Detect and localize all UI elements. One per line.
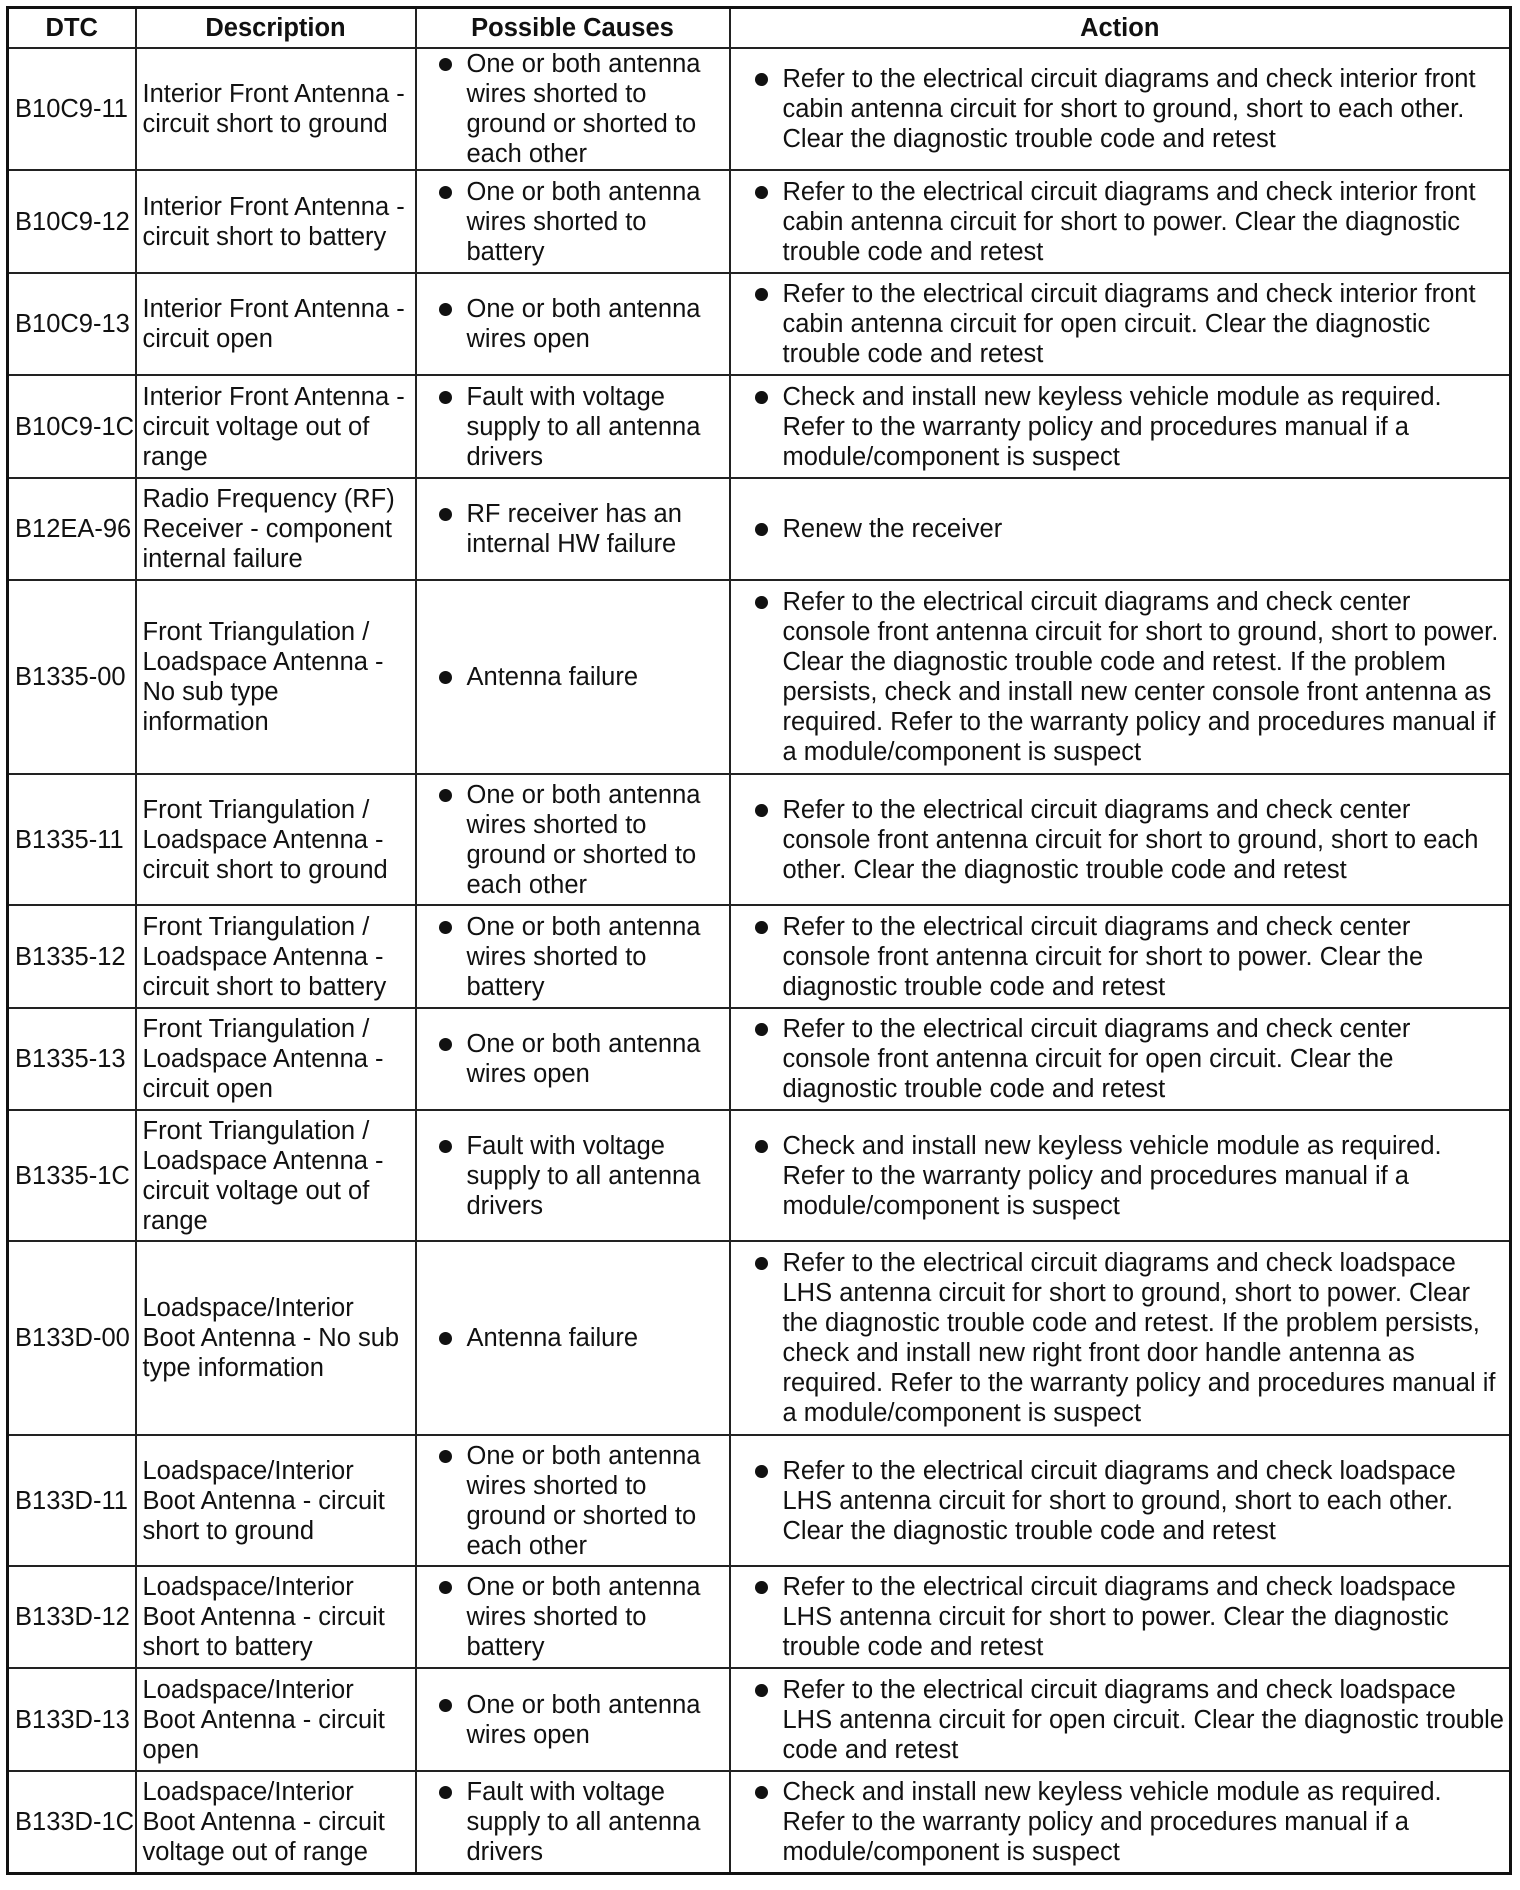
action-cell [730, 1771, 1511, 1873]
action-text: Refer to the electrical circuit diagrams and check loadspace LHS antenna circuit for open circuit. Clear the diagnostic trouble code and retest [782, 1675, 1504, 1764]
action-item [737, 279, 1506, 369]
action-item [737, 1572, 1506, 1662]
description-cell: Interior Front Antenna - circuit short to ground [136, 48, 416, 170]
bullet-icon [755, 1684, 768, 1697]
bullet-icon [755, 1465, 768, 1478]
action-cell [730, 774, 1511, 905]
description-cell: Loadspace/Interior Boot Antenna - No sub type information [136, 1241, 416, 1435]
bullet-icon [755, 391, 768, 404]
dtc-code: B10C9-11 [8, 48, 136, 170]
description-cell: Loadspace/Interior Boot Antenna - circuit short to battery [136, 1566, 416, 1668]
bullet-icon [439, 1699, 452, 1712]
action-text: Refer to the electrical circuit diagrams and check center console front antenna circuit for open circuit. Clear the diagnostic trouble code and retest [782, 1015, 1411, 1103]
action-item [737, 1456, 1506, 1546]
bullet-icon [755, 1786, 768, 1799]
action-cell [730, 1008, 1511, 1110]
action-text: Refer to the electrical circuit diagrams and check center console front antenna circuit for short to ground, short to power. Clear the diagnostic trouble code and retest. If the problem persists, check and install new center console front antenna as required. Refer to the warranty policy and procedures manual if a module/component is suspect [782, 588, 1499, 766]
bullet-icon [439, 921, 452, 934]
dtc-code: B10C9-12 [8, 170, 136, 273]
table-header [8, 8, 1511, 49]
dtc-code: B133D-00 [8, 1241, 136, 1435]
description-cell: Radio Frequency (RF) Receiver - component internal failure [136, 478, 416, 580]
cause-text: One or both antenna wires shorted to battery [466, 177, 701, 266]
header-dtc: DTC [8, 8, 136, 49]
action-text: Refer to the electrical circuit diagrams and check interior front cabin antenna circuit for short to ground, short to each other. Clear the diagnostic trouble code and retest [782, 65, 1476, 153]
table-row [8, 1566, 1511, 1668]
cause-item [423, 1323, 725, 1353]
cause-item [423, 1777, 725, 1867]
action-text: Refer to the electrical circuit diagrams and check interior front cabin antenna circuit for open circuit. Clear the diagnostic trouble code and retest [782, 280, 1476, 368]
cause-item [423, 1572, 725, 1662]
description-cell: Front Triangulation / Loadspace Antenna - circuit open [136, 1008, 416, 1110]
bullet-icon [439, 58, 452, 71]
action-item [737, 64, 1506, 154]
table-row [8, 273, 1511, 375]
cause-text: Antenna failure [466, 1324, 639, 1352]
action-item [737, 1777, 1506, 1867]
action-cell [730, 1668, 1511, 1771]
action-item [737, 514, 1506, 544]
cause-item [423, 382, 725, 472]
header-row [8, 8, 1511, 49]
possible-cause-cell [416, 478, 730, 580]
dtc-code: B133D-13 [8, 1668, 136, 1771]
possible-cause-cell [416, 580, 730, 774]
dtc-code: B133D-1C [8, 1771, 136, 1873]
table-row [8, 580, 1511, 774]
action-item [737, 1014, 1506, 1104]
cause-text: RF receiver has an internal HW failure [466, 500, 682, 558]
cause-item [423, 294, 725, 354]
action-cell [730, 580, 1511, 774]
action-cell [730, 1566, 1511, 1668]
bullet-icon [439, 1332, 452, 1345]
header-description: Description [136, 8, 416, 49]
cause-item [423, 1029, 725, 1089]
bullet-icon [755, 1140, 768, 1153]
possible-cause-cell [416, 375, 730, 478]
possible-cause-cell [416, 774, 730, 905]
table-row [8, 375, 1511, 478]
cause-text: Antenna failure [466, 663, 639, 691]
cause-item [423, 1441, 725, 1561]
action-text: Refer to the electrical circuit diagrams and check loadspace LHS antenna circuit for short to ground, short to power. Clear the diagnostic trouble code and retest. If the problem persists, check and install new right front door handle antenna as required. Refer to the warranty policy and procedures manual if a module/component is suspect [782, 1249, 1496, 1427]
cause-item [423, 1131, 725, 1221]
action-item [737, 587, 1506, 767]
description-cell: Loadspace/Interior Boot Antenna - circuit short to ground [136, 1435, 416, 1566]
dtc-code: B133D-11 [8, 1435, 136, 1566]
bullet-icon [755, 596, 768, 609]
possible-cause-cell [416, 273, 730, 375]
dtc-code: B1335-11 [8, 774, 136, 905]
action-text: Check and install new keyless vehicle module as required. Refer to the warranty policy and procedures manual if a module/component is suspect [782, 1777, 1442, 1866]
action-text: Refer to the electrical circuit diagrams and check center console front antenna circuit for short to ground, short to each other. Clear the diagnostic trouble code and retest [782, 795, 1479, 884]
description-cell: Front Triangulation / Loadspace Antenna - circuit short to ground [136, 774, 416, 905]
cause-text: One or both antenna wires shorted to ground or shorted to each other [466, 780, 701, 899]
possible-cause-cell [416, 1008, 730, 1110]
cause-text: Fault with voltage supply to all antenna drivers [466, 1777, 701, 1866]
possible-cause-cell [416, 905, 730, 1008]
dtc-code: B10C9-1C [8, 375, 136, 478]
action-cell [730, 48, 1511, 170]
bullet-icon [439, 789, 452, 802]
dtc-table [6, 6, 1512, 1875]
action-item [737, 795, 1506, 885]
action-item [737, 1248, 1506, 1428]
action-text: Refer to the electrical circuit diagrams and check loadspace LHS antenna circuit for short to ground, short to each other. Clear the diagnostic trouble code and retest [782, 1456, 1456, 1545]
action-item [737, 1675, 1506, 1765]
description-cell: Interior Front Antenna - circuit voltage out of range [136, 375, 416, 478]
cause-item [423, 1690, 725, 1750]
table-row [8, 1668, 1511, 1771]
bullet-icon [439, 1038, 452, 1051]
dtc-code: B133D-12 [8, 1566, 136, 1668]
action-text: Check and install new keyless vehicle module as required. Refer to the warranty policy and procedures manual if a module/component is suspect [782, 1131, 1442, 1220]
cause-text: One or both antenna wires shorted to battery [466, 912, 701, 1001]
bullet-icon [755, 1581, 768, 1594]
bullet-icon [439, 1450, 452, 1463]
bullet-icon [755, 804, 768, 817]
bullet-icon [439, 671, 452, 684]
action-text: Check and install new keyless vehicle module as required. Refer to the warranty policy and procedures manual if a module/component is suspect [782, 382, 1442, 471]
description-cell: Front Triangulation / Loadspace Antenna - circuit short to battery [136, 905, 416, 1008]
action-text: Refer to the electrical circuit diagrams and check center console front antenna circuit for short to power. Clear the diagnostic trouble code and retest [782, 912, 1424, 1001]
cause-text: One or both antenna wires shorted to ground or shorted to each other [466, 1441, 701, 1560]
cause-item [423, 177, 725, 267]
bullet-icon [755, 288, 768, 301]
dtc-code: B12EA-96 [8, 478, 136, 580]
table-row [8, 1008, 1511, 1110]
table-row [8, 478, 1511, 580]
dtc-code: B1335-13 [8, 1008, 136, 1110]
bullet-icon [439, 508, 452, 521]
action-cell [730, 273, 1511, 375]
cause-text: One or both antenna wires open [466, 295, 701, 353]
action-cell [730, 905, 1511, 1008]
table-row [8, 48, 1511, 170]
cause-item [423, 499, 725, 559]
description-cell: Interior Front Antenna - circuit open [136, 273, 416, 375]
cause-text: One or both antenna wires shorted to ground or shorted to each other [466, 50, 701, 168]
cause-text: Fault with voltage supply to all antenna drivers [466, 382, 701, 471]
possible-cause-cell [416, 1110, 730, 1241]
table-body [8, 48, 1511, 1873]
cause-item [423, 912, 725, 1002]
cause-item [423, 49, 725, 169]
header-possible-causes: Possible Causes [416, 8, 730, 49]
action-cell [730, 1110, 1511, 1241]
description-cell: Front Triangulation / Loadspace Antenna - circuit voltage out of range [136, 1110, 416, 1241]
dtc-code: B1335-00 [8, 580, 136, 774]
action-item [737, 177, 1506, 267]
table-row [8, 774, 1511, 905]
table-row [8, 1771, 1511, 1873]
dtc-code: B10C9-13 [8, 273, 136, 375]
action-text: Renew the receiver [782, 515, 1003, 543]
cause-item [423, 780, 725, 900]
bullet-icon [439, 303, 452, 316]
cause-text: One or both antenna wires open [466, 1030, 701, 1088]
bullet-icon [439, 1140, 452, 1153]
possible-cause-cell [416, 1668, 730, 1771]
action-cell [730, 1435, 1511, 1566]
description-cell: Interior Front Antenna - circuit short to battery [136, 170, 416, 273]
bullet-icon [439, 1581, 452, 1594]
possible-cause-cell [416, 48, 730, 170]
action-text: Refer to the electrical circuit diagrams and check loadspace LHS antenna circuit for short to power. Clear the diagnostic trouble code and retest [782, 1573, 1456, 1661]
bullet-icon [439, 391, 452, 404]
dtc-code: B1335-1C [8, 1110, 136, 1241]
bullet-icon [439, 186, 452, 199]
header-action: Action [730, 8, 1511, 49]
possible-cause-cell [416, 1566, 730, 1668]
bullet-icon [755, 1023, 768, 1036]
bullet-icon [755, 523, 768, 536]
table-row [8, 1435, 1511, 1566]
cause-text: One or both antenna wires shorted to battery [466, 1573, 701, 1661]
description-cell: Loadspace/Interior Boot Antenna - circuit voltage out of range [136, 1771, 416, 1873]
possible-cause-cell [416, 1435, 730, 1566]
table-row [8, 1110, 1511, 1241]
table-row [8, 905, 1511, 1008]
cause-text: Fault with voltage supply to all antenna drivers [466, 1131, 701, 1220]
dtc-code: B1335-12 [8, 905, 136, 1008]
bullet-icon [755, 73, 768, 86]
action-cell [730, 1241, 1511, 1435]
table-row [8, 1241, 1511, 1435]
bullet-icon [755, 921, 768, 934]
action-item [737, 912, 1506, 1002]
action-cell [730, 375, 1511, 478]
cause-text: One or both antenna wires open [466, 1690, 701, 1749]
possible-cause-cell [416, 1241, 730, 1435]
action-cell [730, 170, 1511, 273]
description-cell: Loadspace/Interior Boot Antenna - circuit open [136, 1668, 416, 1771]
bullet-icon [755, 1257, 768, 1270]
action-item [737, 382, 1506, 472]
action-item [737, 1131, 1506, 1221]
cause-item [423, 662, 725, 692]
bullet-icon [439, 1786, 452, 1799]
possible-cause-cell [416, 170, 730, 273]
bullet-icon [755, 186, 768, 199]
table-row [8, 170, 1511, 273]
possible-cause-cell [416, 1771, 730, 1873]
action-text: Refer to the electrical circuit diagrams and check interior front cabin antenna circuit for short to power. Clear the diagnostic trouble code and retest [782, 177, 1476, 266]
action-cell [730, 478, 1511, 580]
description-cell: Front Triangulation / Loadspace Antenna - No sub type information [136, 580, 416, 774]
